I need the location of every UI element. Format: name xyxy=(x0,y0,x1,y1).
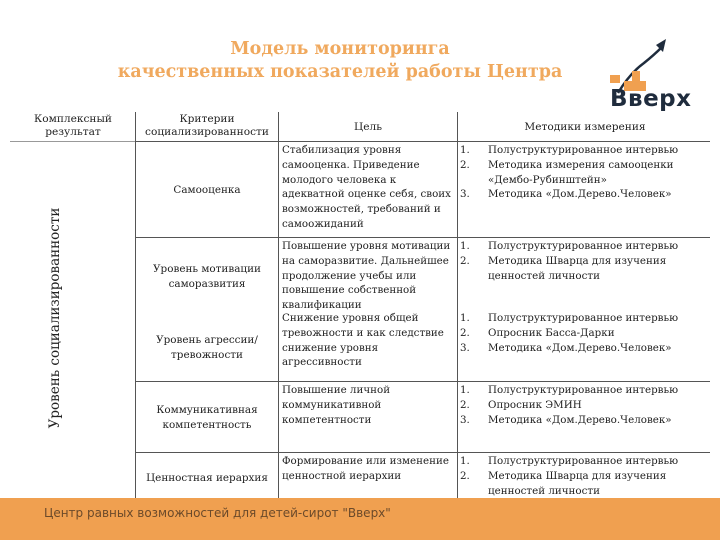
table-line xyxy=(278,112,279,498)
list-item xyxy=(460,311,710,326)
list-item xyxy=(460,469,710,499)
criterion-cell: Коммуникативная компетентность xyxy=(156,404,258,431)
method-text: Методика Шварца для изучения ценностей личности xyxy=(488,254,667,282)
table-line xyxy=(135,141,710,142)
list-item xyxy=(460,143,710,158)
item-number: 2. xyxy=(460,254,470,267)
criterion-cell: Уровень агрессии/тревожности xyxy=(156,334,258,361)
method-text: Опросник Басса-Дарки xyxy=(488,326,615,339)
method-text: Опросник ЭМИН xyxy=(488,398,582,411)
method-text: Полуструктурированное интервью xyxy=(488,384,679,396)
logo-text: Вверх xyxy=(610,86,692,112)
table-line xyxy=(457,112,458,498)
item-number: 1. xyxy=(460,312,470,324)
item-number: 1. xyxy=(460,144,470,156)
method-text: Методика измерения самооценки «Дембо-Рубинштейн» xyxy=(488,158,674,186)
table-line xyxy=(135,381,710,382)
method-text: Полуструктурированное интервью xyxy=(488,455,679,467)
header-result: Комплексный результат xyxy=(34,113,112,138)
method-text: Полуструктурированное интервью xyxy=(488,240,679,252)
methods-list xyxy=(460,143,710,202)
header-goal: Цель xyxy=(353,121,382,133)
method-text: Полуструктурированное интервью xyxy=(488,312,679,324)
footer-text: Центр равных возможностей для детей-сирот "Вверх" xyxy=(44,506,391,520)
table-line xyxy=(135,112,136,498)
method-text: Полуструктурированное интервью xyxy=(488,144,679,156)
criterion-cell: Самооценка xyxy=(173,184,241,196)
goal-cell: Повышение личной коммуникативной компетентности xyxy=(282,384,391,426)
item-number: 2. xyxy=(460,469,470,482)
goal-cell: Формирование или изменение ценностной иерархии xyxy=(282,455,449,482)
method-text: Методика «Дом.Дерево.Человек» xyxy=(488,188,672,201)
list-item xyxy=(460,454,710,469)
table-line xyxy=(10,141,135,142)
title-line-2: качественных показателей работы Центра xyxy=(117,62,563,82)
table-line xyxy=(135,237,710,238)
method-text: Методика Шварца для изучения ценностей личности xyxy=(488,469,667,497)
item-number: 3. xyxy=(460,341,470,354)
header-methods: Методики измерения xyxy=(524,121,646,133)
goal-cell: Повышение уровня мотивации на саморазвитие. Дальнейшее продолжение учебы или повышение собственной квалификации xyxy=(282,240,451,312)
list-item xyxy=(460,158,710,188)
list-item xyxy=(460,398,710,413)
item-number: 2. xyxy=(460,326,470,339)
goal-cell: Стабилизация уровня самооценка. Приведение молодого человека к адекватной оценке себя, своих возможностей, требований и самоожиданий xyxy=(282,144,451,230)
list-item xyxy=(460,239,710,254)
method-text: Методика «Дом.Дерево.Человек» xyxy=(488,341,672,354)
criterion-cell: Уровень мотивации саморазвития xyxy=(153,263,261,290)
list-item xyxy=(460,254,710,284)
vertical-label: Уровень социализированности xyxy=(47,207,63,429)
item-number: 3. xyxy=(460,188,470,201)
title-line-1: Модель мониторинга xyxy=(230,39,450,59)
list-item xyxy=(460,383,710,398)
list-item xyxy=(460,413,710,428)
goal-cell: Снижение уровня общей тревожности и как следствие снижение уровня агрессивности xyxy=(282,312,444,369)
criterion-cell: Ценностная иерархия xyxy=(146,472,268,484)
methods-list xyxy=(460,239,710,283)
item-number: 2. xyxy=(460,398,470,411)
item-number: 1. xyxy=(460,384,470,396)
methods-list xyxy=(460,454,710,498)
item-number: 3. xyxy=(460,413,470,426)
page-title xyxy=(100,38,580,84)
list-item xyxy=(460,187,710,202)
list-item xyxy=(460,326,710,341)
methods-list xyxy=(460,383,710,427)
table-line xyxy=(135,452,710,453)
item-number: 2. xyxy=(460,158,470,171)
item-number: 1. xyxy=(460,455,470,467)
list-item xyxy=(460,341,710,356)
methods-list xyxy=(460,311,710,355)
header-criteria: Критерии социализированности xyxy=(145,113,269,138)
method-text: Методика «Дом.Дерево.Человек» xyxy=(488,413,672,426)
item-number: 1. xyxy=(460,240,470,252)
